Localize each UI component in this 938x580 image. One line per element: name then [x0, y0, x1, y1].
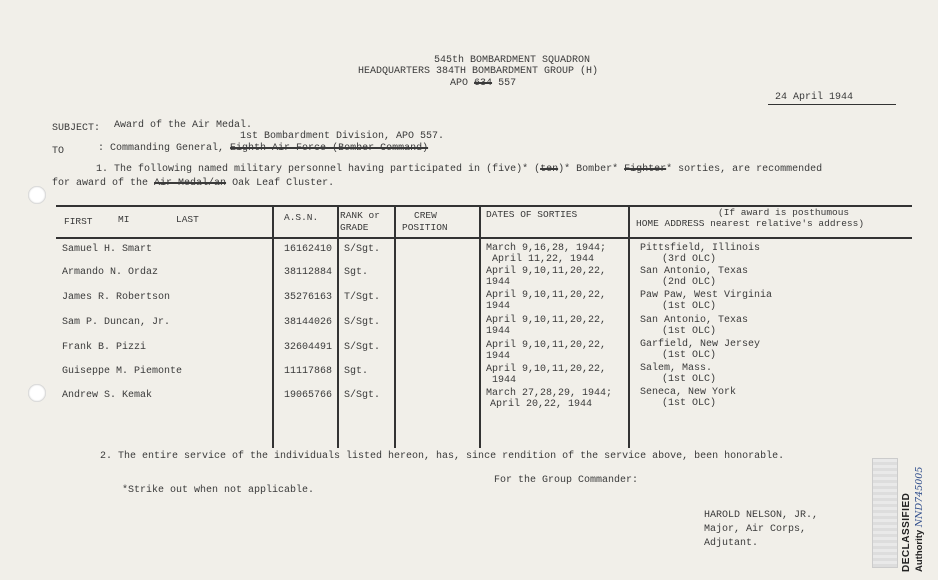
row-asn: 38144026	[284, 317, 333, 328]
row-name: Sam P. Duncan, Jr.	[62, 317, 171, 328]
row-asn: 19065766	[284, 390, 333, 401]
row-dates-1: March 9,16,28, 1944;	[486, 243, 607, 254]
row-asn: 32604491	[284, 342, 333, 353]
declassified-label: DECLASSIFIED	[901, 492, 912, 572]
division-line: 1st Bombardment Division, APO 557.	[240, 131, 445, 142]
subject-value: Award of the Air Medal.	[114, 120, 253, 131]
apo-value: 557	[498, 78, 517, 89]
col-divider-grade	[337, 205, 339, 448]
row-address-1: Garfield, New Jersey	[640, 339, 761, 350]
header-address-note: (If award is posthumous	[718, 207, 850, 218]
para1-line2-a: for award of the	[52, 178, 149, 189]
signer-name: HAROLD NELSON, JR.,	[704, 510, 819, 521]
row-dates-2: April 20,22, 1944	[490, 399, 593, 410]
row-dates-2: 1944	[486, 277, 511, 288]
row-asn: 11117868	[284, 366, 333, 377]
col-divider-asn	[272, 205, 274, 448]
header-mi: MI	[118, 214, 130, 225]
row-address-1: San Antonio, Texas	[640, 266, 749, 277]
row-grade: S/Sgt.	[344, 390, 381, 401]
row-dates-1: April 9,10,11,20,22,	[486, 315, 607, 326]
to-value-prefix: : Commanding General,	[98, 143, 225, 154]
row-grade: Sgt.	[344, 366, 369, 377]
paragraph-1-line-1	[96, 164, 822, 175]
authority-label: Authority	[914, 529, 925, 572]
row-dates-1: April 9,10,11,20,22,	[486, 364, 607, 375]
authority-value: NND745005	[914, 466, 925, 528]
row-asn: 35276163	[284, 292, 333, 303]
row-dates-2: 1944	[486, 351, 511, 362]
header-position: POSITION	[402, 222, 448, 233]
row-dates-1: March 27,28,29, 1944;	[486, 388, 613, 399]
para1-line2-b: Oak Leaf Cluster.	[232, 178, 335, 189]
to-value	[98, 143, 428, 154]
header-last: LAST	[176, 214, 199, 225]
table-header-rule	[56, 237, 912, 239]
row-grade: S/Sgt.	[344, 317, 381, 328]
row-dates-1: April 9,10,11,20,22,	[486, 340, 607, 351]
row-address-2: (1st OLC)	[662, 398, 717, 409]
col-divider-crew	[394, 205, 396, 448]
row-address-2: (1st OLC)	[662, 301, 717, 312]
row-address-2: (3rd OLC)	[662, 254, 717, 265]
document-date: 24 April 1944	[775, 92, 854, 103]
header-group: HEADQUARTERS 384TH BOMBARDMENT GROUP (H)	[358, 66, 599, 77]
stamp-shadow	[872, 458, 898, 568]
signer-rank: Major, Air Corps,	[704, 524, 807, 535]
row-name: Samuel H. Smart	[62, 244, 153, 255]
row-grade: S/Sgt.	[344, 244, 381, 255]
row-address-2: (1st OLC)	[662, 326, 717, 337]
header-apo	[450, 78, 516, 89]
row-dates-1: April 9,10,11,20,22,	[486, 266, 607, 277]
header-first: FIRST	[64, 216, 93, 227]
para1-part-c: * sorties, are recommended	[666, 164, 823, 175]
header-grade: GRADE	[340, 222, 369, 233]
signature-for-line: For the Group Commander:	[494, 475, 639, 486]
declassified-authority	[914, 452, 925, 572]
paragraph-1-line-2	[52, 178, 334, 189]
header-asn: A.S.N.	[284, 212, 319, 223]
apo-prefix: APO	[450, 78, 469, 89]
row-dates-2: April 11,22, 1944	[492, 254, 595, 265]
col-divider-address	[628, 205, 630, 448]
row-address-2: (1st OLC)	[662, 350, 717, 361]
row-name: James R. Robertson	[62, 292, 171, 303]
row-dates-2: 1944	[492, 375, 517, 386]
row-address-1: Salem, Mass.	[640, 363, 713, 374]
row-name: Andrew S. Kemak	[62, 390, 153, 401]
header-dates: DATES OF SORTIES	[486, 209, 578, 220]
row-asn: 16162410	[284, 244, 333, 255]
row-address-2: (1st OLC)	[662, 374, 717, 385]
row-address-2: (2nd OLC)	[662, 277, 717, 288]
para1-part-b: )* Bomber*	[558, 164, 619, 175]
para1-struck-ten: ten	[540, 164, 559, 175]
row-name: Frank B. Pizzi	[62, 342, 147, 353]
date-underline	[768, 104, 896, 105]
row-asn: 38112884	[284, 267, 333, 278]
row-address-1: Seneca, New York	[640, 387, 737, 398]
header-squadron: 545th BOMBARDMENT SQUADRON	[434, 55, 591, 66]
row-grade: Sgt.	[344, 267, 369, 278]
punch-hole-top	[28, 186, 46, 204]
para1-struck-fighter: Fighter	[624, 164, 667, 175]
row-name: Armando N. Ordaz	[62, 267, 159, 278]
declassified-stamp	[897, 452, 938, 572]
row-name: Guiseppe M. Piemonte	[62, 366, 183, 377]
row-address-1: Pittsfield, Illinois	[640, 243, 761, 254]
row-dates-2: 1944	[486, 301, 511, 312]
to-label: TO	[52, 146, 65, 157]
row-dates-1: April 9,10,11,20,22,	[486, 290, 607, 301]
subject-label: SUBJECT:	[52, 123, 101, 134]
header-address: HOME ADDRESS nearest relative's address)	[636, 218, 865, 229]
row-grade: S/Sgt.	[344, 342, 381, 353]
row-address-1: Paw Paw, West Virginia	[640, 290, 773, 301]
signer-title: Adjutant.	[704, 538, 759, 549]
row-dates-2: 1944	[486, 326, 511, 337]
apo-struck: 634	[474, 78, 493, 89]
col-divider-dates	[479, 205, 481, 448]
footnote: *Strike out when not applicable.	[122, 485, 315, 496]
row-address-1: San Antonio, Texas	[640, 315, 749, 326]
header-rank: RANK or	[340, 210, 380, 221]
para1-part-a: 1. The following named military personnel having participated in (five)* (	[96, 164, 541, 175]
para1-line2-struck: Air Medal/an	[154, 178, 227, 189]
header-crew: CREW	[414, 210, 437, 221]
punch-hole-bottom	[28, 384, 46, 402]
paragraph-2: 2. The entire service of the individuals listed hereon, has, since rendition of the service above, been honorable.	[100, 451, 785, 462]
to-value-struck: Eighth Air Force (Bomber Command)	[230, 143, 429, 154]
row-grade: T/Sgt.	[344, 292, 381, 303]
